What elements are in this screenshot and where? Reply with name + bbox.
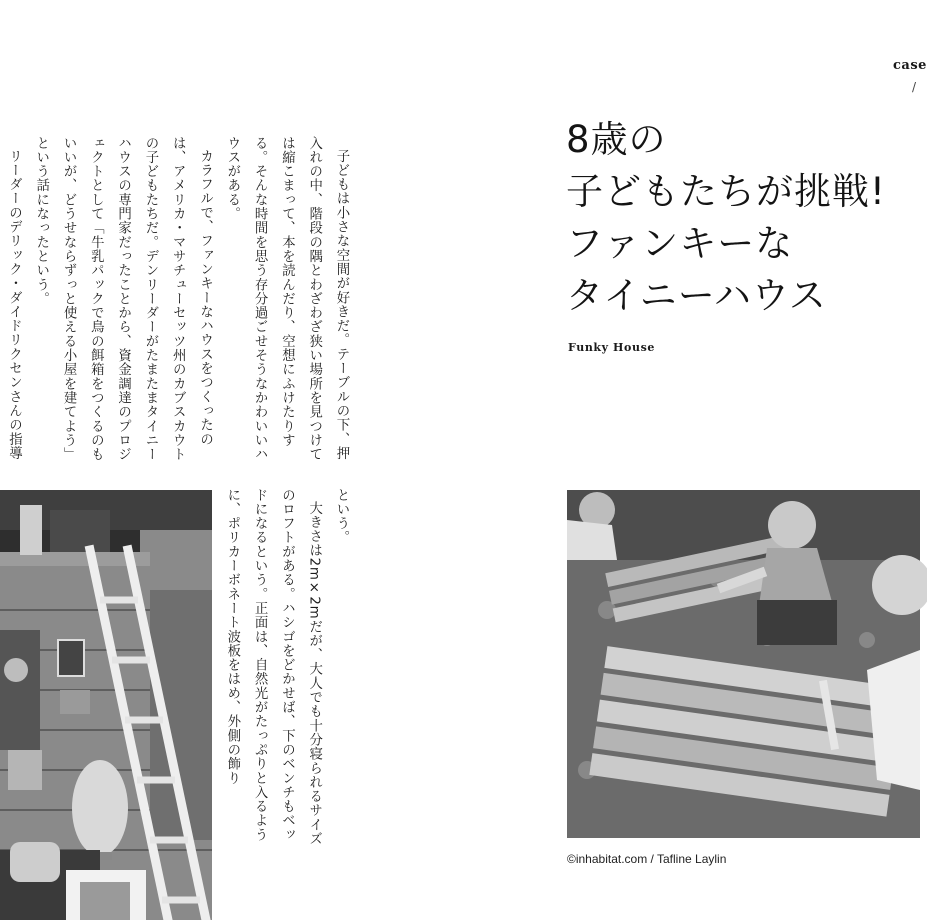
- cabin-interior-photo: [0, 490, 212, 920]
- headline-line: タイニーハウス: [566, 274, 827, 317]
- headline-line: 8歳の: [566, 118, 667, 161]
- headline: [566, 114, 886, 322]
- paragraph: リーダーのデリック・ダイドリクセンさんの指導: [6, 149, 22, 461]
- paragraph: という。: [334, 488, 349, 545]
- body-text-top: [0, 136, 355, 466]
- case-label: case: [893, 58, 927, 73]
- case-mark: /: [912, 80, 917, 94]
- paragraph: 子どもは小さな空間が好きだ。テーブルの下、押入れの中、階段の隅とわざわざ狭い場所を見つけては縮こまって、本を読んだり、空想にふけたりする。そんな時間を思う存分過ごせそうなかわいいハウスがある。: [224, 136, 349, 462]
- subtitle: Funky House: [568, 341, 655, 354]
- paragraph: カラフルで、ファンキーなハウスをつくったのは、アメリカ・マサチューセッツ州のカブスカウトの子どもたちだ。デンリーダーがたまたまタイニーハウスの専門家だったことから、資金調達のプロジェクトとして「牛乳パックで鳥の餌箱をつくるのもいいが、どうせならずっと使える小屋を建てよう」という話になったという。: [33, 136, 213, 462]
- headline-line: ファンキーな: [566, 222, 794, 265]
- headline-line: 子どもたちが挑戦!: [566, 170, 886, 213]
- paragraph: 大きさは2m×2mだが、大人でも十分寝られるサイズのロフトがある。ハシゴをどかせば、下のベンチもベッドになるという。正面は、自然光がたっぷりと入るように、ポリカーボネート波板をはめ、外側の飾り: [224, 488, 322, 847]
- kids-painting-photo: [567, 490, 920, 838]
- body-text-bottom: [215, 488, 355, 848]
- photo-credit: ©inhabitat.com / Tafline Laylin: [567, 852, 727, 866]
